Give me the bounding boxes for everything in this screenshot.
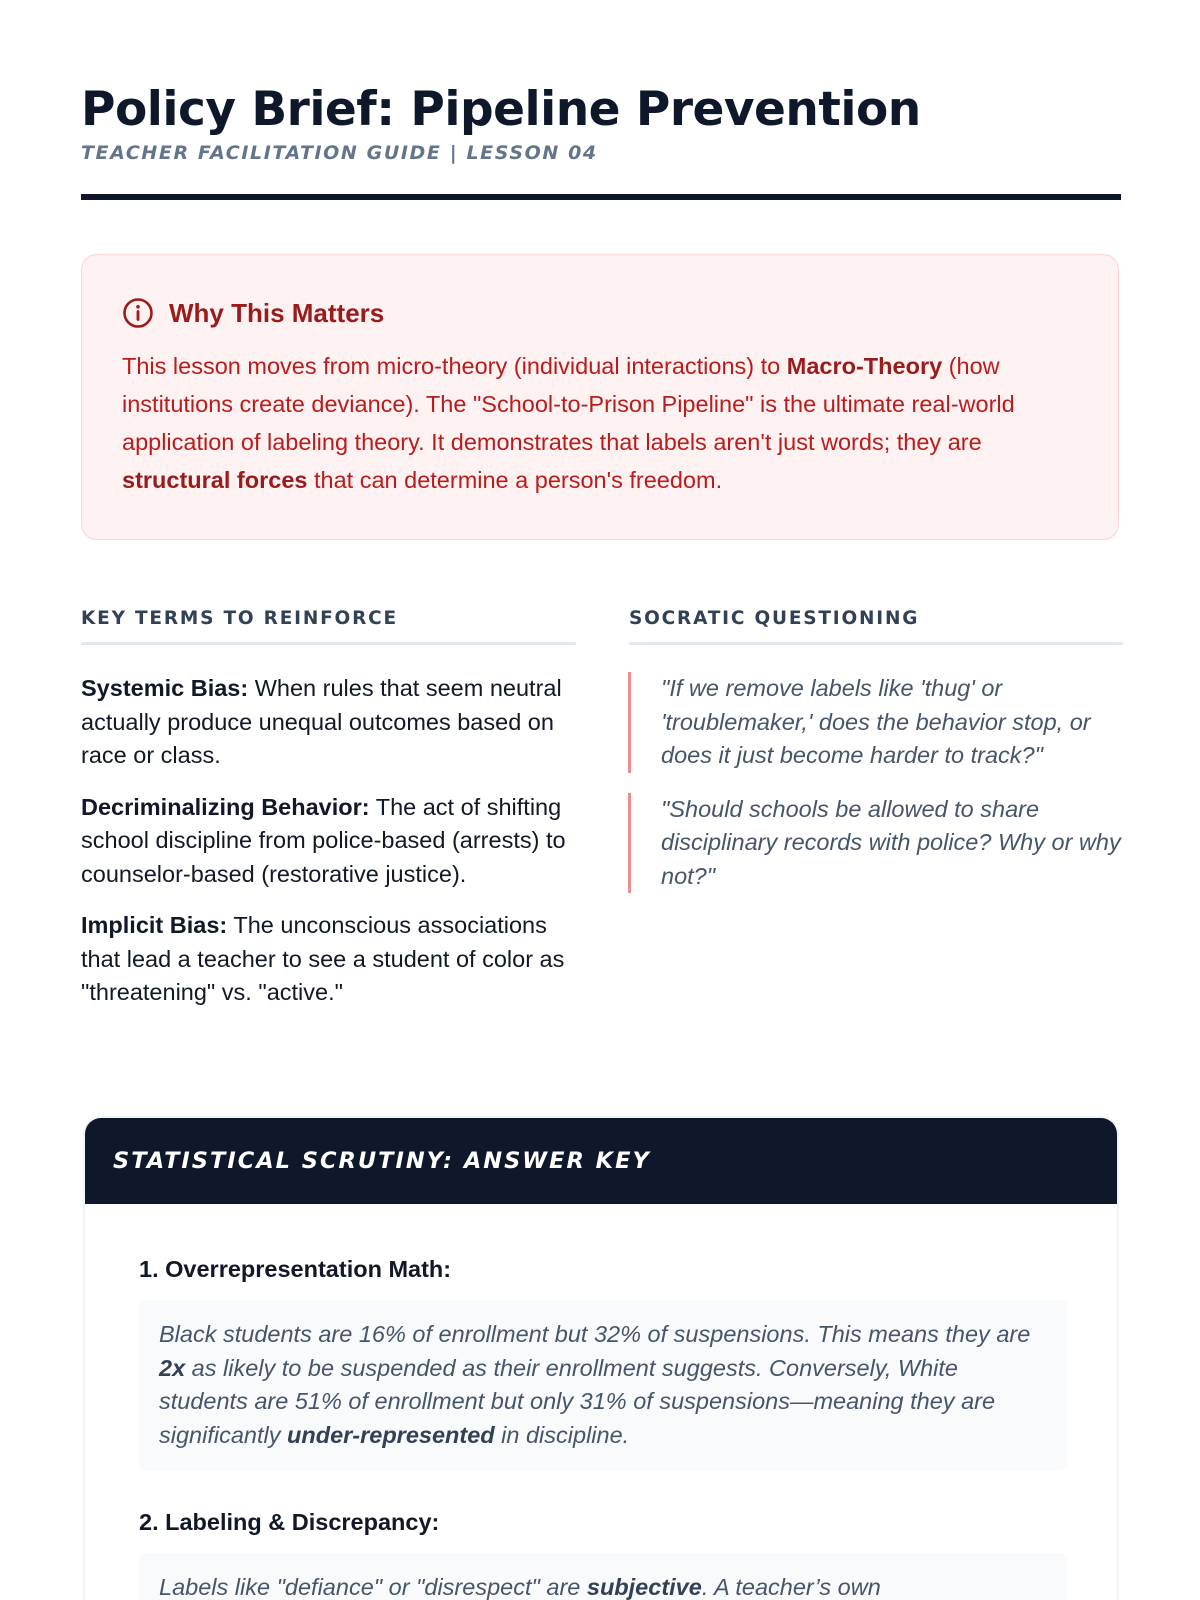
answer-emphasis: 2x <box>159 1354 186 1381</box>
socratic-divider <box>629 642 1123 645</box>
answer-text: as likely to be suspended as their enrollment suggests. Conversely, White students are 51% of enrollment but only 31% of suspensions—meaning they are significantly <box>159 1354 996 1448</box>
answer-text: in discipline. <box>494 1421 630 1448</box>
term-item <box>81 909 581 1010</box>
stat-answer <box>139 1553 1067 1600</box>
term-item <box>81 672 581 773</box>
stat-card-header <box>85 1118 1117 1204</box>
key-terms-heading: KEY TERMS TO REINFORCE <box>81 608 398 629</box>
term-item <box>81 791 581 892</box>
callout-body <box>122 347 1082 499</box>
callout-emphasis: structural forces <box>122 467 308 493</box>
key-terms-divider <box>81 642 576 645</box>
answer-text: . A teacher’s own <box>701 1574 881 1600</box>
callout-text: This lesson moves from micro-theory (individual interactions) to <box>122 353 787 379</box>
callout-text: that can determine a person's freedom. <box>307 467 723 493</box>
term-definition: The act of shifting school discipline from police-based (arrests) to counselor-based (restorative justice). <box>81 793 566 887</box>
stat-card-title: STATISTICAL SCRUTINY: ANSWER KEY <box>113 1148 651 1174</box>
socratic-question: "Should schools be allowed to share disciplinary records with police? Why or why not?" <box>628 793 1128 894</box>
callout-emphasis: Macro-Theory <box>786 353 943 379</box>
info-icon <box>122 297 154 329</box>
statistical-scrutiny-card <box>83 1116 1119 1600</box>
term-definition: The unconscious associations that lead a teacher to see a student of color as "threatening" vs. "active." <box>81 912 565 1005</box>
header-divider <box>81 194 1121 200</box>
answer-text: Labels like "defiance" or "disrespect" are <box>159 1574 587 1600</box>
answer-emphasis: subjective <box>586 1574 702 1600</box>
callout-text: (how institutions create deviance). The "School-to-Prison Pipeline" is the ultimate real-world application of labeling theory. It demonstrates that labels aren't just words; they are <box>122 353 1015 455</box>
page-subtitle: TEACHER FACILITATION GUIDE | LESSON 04 <box>81 142 598 164</box>
socratic-questions <box>628 672 1128 913</box>
stat-item-title: 1. Overrepresentation Math: <box>139 1256 452 1282</box>
callout-title: Why This Matters <box>169 297 385 328</box>
stat-item-title: 2. Labeling & Discrepancy: <box>139 1509 440 1535</box>
callout-header <box>122 297 384 329</box>
page-header <box>81 80 1121 166</box>
socratic-heading: SOCRATIC QUESTIONING <box>629 608 920 629</box>
term-name: Decriminalizing Behavior: <box>81 793 370 820</box>
stat-answer <box>139 1300 1067 1470</box>
term-name: Implicit Bias: <box>81 912 228 938</box>
why-this-matters-callout <box>81 254 1119 540</box>
key-terms-list <box>81 672 581 1028</box>
page-title: Policy Brief: Pipeline Prevention <box>81 82 921 137</box>
term-definition: When rules that seem neutral actually produce unequal outcomes based on race or class. <box>81 675 562 768</box>
term-name: Systemic Bias: <box>81 675 249 701</box>
answer-emphasis: under-represented <box>287 1421 495 1448</box>
answer-text: Black students are 16% of enrollment but 32% of suspensions. This means they are <box>159 1321 1031 1347</box>
socratic-question: "If we remove labels like 'thug' or 'troublemaker,' does the behavior stop, or does it just become harder to track?" <box>628 672 1128 773</box>
